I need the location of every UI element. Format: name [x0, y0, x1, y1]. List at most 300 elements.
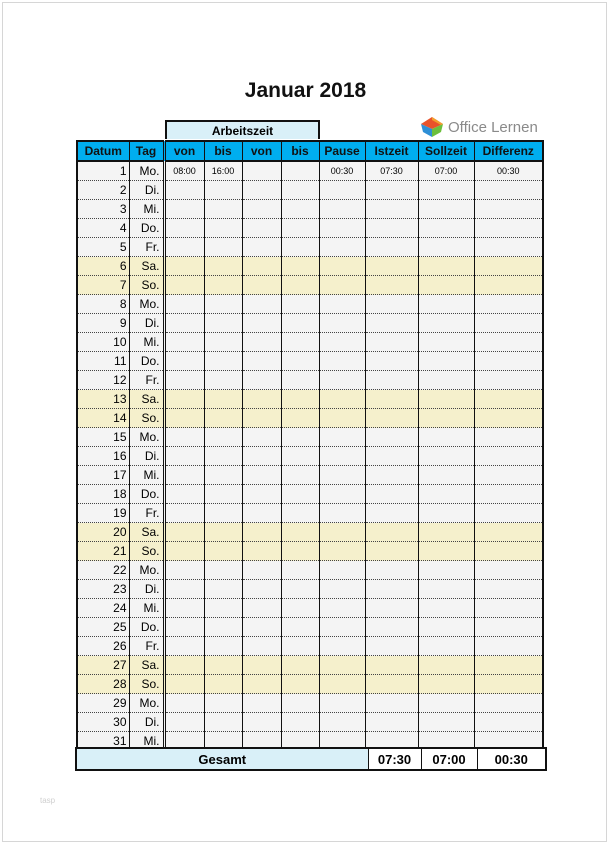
- von-2-cell[interactable]: [242, 295, 281, 314]
- bis-1-cell[interactable]: [204, 599, 242, 618]
- table-row: [77, 466, 543, 485]
- pause-cell[interactable]: [319, 599, 365, 618]
- sollzeit-cell[interactable]: [418, 257, 474, 276]
- header-row: [77, 141, 543, 161]
- tag-cell: Di.: [129, 447, 164, 466]
- bis-2-cell[interactable]: [281, 219, 319, 238]
- bis-1-cell[interactable]: [204, 314, 242, 333]
- bis-1-cell[interactable]: [204, 352, 242, 371]
- datum-cell: 12: [77, 371, 129, 390]
- total-row-table: [75, 747, 547, 771]
- istzeit-cell[interactable]: [365, 618, 418, 637]
- pause-cell[interactable]: [319, 656, 365, 675]
- bis-1-cell[interactable]: [204, 656, 242, 675]
- datum-cell: 22: [77, 561, 129, 580]
- tag-cell: Mo.: [129, 694, 164, 713]
- bis-1-cell[interactable]: [204, 333, 242, 352]
- von-2-cell[interactable]: [242, 181, 281, 200]
- von-2-cell[interactable]: [242, 485, 281, 504]
- pause-cell[interactable]: [319, 694, 365, 713]
- differenz-cell[interactable]: [474, 713, 543, 732]
- bis-2-cell[interactable]: [281, 561, 319, 580]
- tag-cell: Di.: [129, 580, 164, 599]
- differenz-cell[interactable]: [474, 542, 543, 561]
- bis-2-cell[interactable]: [281, 485, 319, 504]
- istzeit-cell[interactable]: [365, 371, 418, 390]
- von-2-cell[interactable]: [242, 219, 281, 238]
- sollzeit-cell[interactable]: [418, 599, 474, 618]
- table-row: [77, 542, 543, 561]
- von-1-cell[interactable]: [164, 580, 204, 599]
- von-2-cell[interactable]: [242, 637, 281, 656]
- table-row: [77, 580, 543, 599]
- datum-cell: 14: [77, 409, 129, 428]
- bis-1-cell[interactable]: [204, 637, 242, 656]
- sollzeit-cell[interactable]: [418, 561, 474, 580]
- sollzeit-cell[interactable]: [418, 485, 474, 504]
- bis-1-cell[interactable]: [204, 561, 242, 580]
- pause-cell[interactable]: [319, 485, 365, 504]
- datum-cell: 28: [77, 675, 129, 694]
- pause-cell[interactable]: [319, 504, 365, 523]
- von-2-cell[interactable]: [242, 599, 281, 618]
- datum-cell: 19: [77, 504, 129, 523]
- pause-cell[interactable]: 00:30: [319, 161, 365, 181]
- pause-cell[interactable]: [319, 219, 365, 238]
- sollzeit-cell[interactable]: [418, 295, 474, 314]
- von-1-cell[interactable]: [164, 466, 204, 485]
- bis-2-cell[interactable]: [281, 542, 319, 561]
- bis-2-cell[interactable]: [281, 504, 319, 523]
- istzeit-cell[interactable]: [365, 713, 418, 732]
- table-row: [77, 219, 543, 238]
- datum-cell: 27: [77, 656, 129, 675]
- differenz-cell[interactable]: [474, 295, 543, 314]
- von-1-cell[interactable]: [164, 314, 204, 333]
- table-row: [77, 675, 543, 694]
- von-1-cell[interactable]: [164, 181, 204, 200]
- table-row: [77, 599, 543, 618]
- table-row: [77, 561, 543, 580]
- sollzeit-cell[interactable]: [418, 409, 474, 428]
- total-row: [76, 748, 546, 770]
- von-1-cell[interactable]: [164, 618, 204, 637]
- tag-cell: Do.: [129, 219, 164, 238]
- bis-2-cell[interactable]: [281, 580, 319, 599]
- istzeit-cell[interactable]: [365, 523, 418, 542]
- bis-2-cell[interactable]: [281, 618, 319, 637]
- sollzeit-cell[interactable]: [418, 504, 474, 523]
- von-2-cell[interactable]: [242, 371, 281, 390]
- bis-2-cell[interactable]: [281, 371, 319, 390]
- differenz-cell[interactable]: [474, 694, 543, 713]
- datum-cell: 29: [77, 694, 129, 713]
- pause-cell[interactable]: [319, 181, 365, 200]
- bis-2-cell[interactable]: [281, 200, 319, 219]
- sollzeit-cell[interactable]: [418, 428, 474, 447]
- header-tag: Tag: [129, 141, 164, 161]
- von-2-cell[interactable]: [242, 466, 281, 485]
- von-2-cell[interactable]: [242, 694, 281, 713]
- von-1-cell[interactable]: [164, 352, 204, 371]
- sollzeit-cell[interactable]: [418, 713, 474, 732]
- von-1-cell[interactable]: [164, 295, 204, 314]
- sollzeit-cell[interactable]: [418, 352, 474, 371]
- von-1-cell[interactable]: [164, 238, 204, 257]
- header-von-2: von: [242, 141, 281, 161]
- von-2-cell[interactable]: [242, 333, 281, 352]
- differenz-cell[interactable]: [474, 485, 543, 504]
- von-1-cell[interactable]: [164, 276, 204, 295]
- datum-cell: 11: [77, 352, 129, 371]
- total-istzeit[interactable]: 07:30: [368, 748, 421, 770]
- pause-cell[interactable]: [319, 580, 365, 599]
- tag-cell: Sa.: [129, 656, 164, 675]
- sollzeit-cell[interactable]: [418, 542, 474, 561]
- differenz-cell[interactable]: [474, 637, 543, 656]
- bis-2-cell[interactable]: [281, 428, 319, 447]
- bis-1-cell[interactable]: [204, 485, 242, 504]
- header-differenz: Differenz: [474, 141, 543, 161]
- sollzeit-cell[interactable]: [418, 371, 474, 390]
- differenz-cell[interactable]: [474, 314, 543, 333]
- istzeit-cell[interactable]: [365, 428, 418, 447]
- pause-cell[interactable]: [319, 257, 365, 276]
- von-2-cell[interactable]: [242, 542, 281, 561]
- istzeit-cell[interactable]: [365, 390, 418, 409]
- sollzeit-cell[interactable]: [418, 200, 474, 219]
- von-1-cell[interactable]: [164, 523, 204, 542]
- pause-cell[interactable]: [319, 447, 365, 466]
- logo-text: Office Lernen: [448, 118, 538, 136]
- bis-1-cell[interactable]: [204, 542, 242, 561]
- differenz-cell[interactable]: [474, 580, 543, 599]
- pause-cell[interactable]: [319, 428, 365, 447]
- tag-cell: Sa.: [129, 523, 164, 542]
- istzeit-cell[interactable]: [365, 314, 418, 333]
- sollzeit-cell[interactable]: [418, 675, 474, 694]
- pause-cell[interactable]: [319, 200, 365, 219]
- von-1-cell[interactable]: [164, 599, 204, 618]
- bis-2-cell[interactable]: [281, 276, 319, 295]
- bis-1-cell[interactable]: [204, 580, 242, 599]
- von-1-cell[interactable]: [164, 257, 204, 276]
- bis-1-cell[interactable]: [204, 409, 242, 428]
- von-2-cell[interactable]: [242, 523, 281, 542]
- bis-1-cell[interactable]: [204, 238, 242, 257]
- datum-cell: 15: [77, 428, 129, 447]
- von-1-cell[interactable]: [164, 447, 204, 466]
- von-2-cell[interactable]: [242, 618, 281, 637]
- pause-cell[interactable]: [319, 542, 365, 561]
- house-icon: [420, 116, 444, 138]
- differenz-cell[interactable]: 00:30: [474, 161, 543, 181]
- istzeit-cell[interactable]: [365, 295, 418, 314]
- bis-2-cell[interactable]: [281, 713, 319, 732]
- table-row: [77, 713, 543, 732]
- differenz-cell[interactable]: [474, 447, 543, 466]
- bis-2-cell[interactable]: [281, 599, 319, 618]
- bis-2-cell[interactable]: [281, 523, 319, 542]
- bis-1-cell[interactable]: [204, 371, 242, 390]
- sollzeit-cell[interactable]: [418, 276, 474, 295]
- sollzeit-cell[interactable]: [418, 447, 474, 466]
- datum-cell: 8: [77, 295, 129, 314]
- istzeit-cell[interactable]: [365, 276, 418, 295]
- von-2-cell[interactable]: [242, 276, 281, 295]
- istzeit-cell[interactable]: [365, 656, 418, 675]
- differenz-cell[interactable]: [474, 276, 543, 295]
- sollzeit-cell[interactable]: [418, 219, 474, 238]
- von-1-cell[interactable]: [164, 390, 204, 409]
- bis-1-cell[interactable]: [204, 200, 242, 219]
- istzeit-cell[interactable]: [365, 333, 418, 352]
- table-row: [77, 238, 543, 257]
- table-row: [77, 694, 543, 713]
- bis-2-cell[interactable]: [281, 409, 319, 428]
- differenz-cell[interactable]: [474, 466, 543, 485]
- tag-cell: So.: [129, 409, 164, 428]
- istzeit-cell[interactable]: [365, 542, 418, 561]
- table-row: [77, 314, 543, 333]
- differenz-cell[interactable]: [474, 561, 543, 580]
- istzeit-cell[interactable]: [365, 257, 418, 276]
- bis-2-cell[interactable]: [281, 675, 319, 694]
- von-2-cell[interactable]: [242, 428, 281, 447]
- pause-cell[interactable]: [319, 466, 365, 485]
- von-1-cell[interactable]: [164, 656, 204, 675]
- bis-1-cell[interactable]: [204, 428, 242, 447]
- sollzeit-cell[interactable]: [418, 580, 474, 599]
- pause-cell[interactable]: [319, 523, 365, 542]
- istzeit-cell[interactable]: [365, 409, 418, 428]
- von-2-cell[interactable]: [242, 656, 281, 675]
- differenz-cell[interactable]: [474, 656, 543, 675]
- office-lernen-logo: [420, 116, 538, 138]
- von-1-cell[interactable]: [164, 713, 204, 732]
- sollzeit-cell[interactable]: [418, 694, 474, 713]
- von-1-cell[interactable]: [164, 371, 204, 390]
- differenz-cell[interactable]: [474, 504, 543, 523]
- bis-1-cell[interactable]: [204, 447, 242, 466]
- sollzeit-cell[interactable]: [418, 637, 474, 656]
- datum-cell: 18: [77, 485, 129, 504]
- von-2-cell[interactable]: [242, 409, 281, 428]
- istzeit-cell[interactable]: [365, 219, 418, 238]
- istzeit-cell[interactable]: 07:30: [365, 161, 418, 181]
- istzeit-cell[interactable]: [365, 447, 418, 466]
- bis-2-cell[interactable]: [281, 238, 319, 257]
- pause-cell[interactable]: [319, 675, 365, 694]
- bis-1-cell[interactable]: [204, 504, 242, 523]
- bis-2-cell[interactable]: [281, 694, 319, 713]
- bis-1-cell[interactable]: [204, 713, 242, 732]
- pause-cell[interactable]: [319, 238, 365, 257]
- bis-2-cell[interactable]: [281, 466, 319, 485]
- bis-1-cell[interactable]: [204, 466, 242, 485]
- von-1-cell[interactable]: 08:00: [164, 161, 204, 181]
- pause-cell[interactable]: [319, 390, 365, 409]
- von-1-cell[interactable]: [164, 428, 204, 447]
- von-1-cell[interactable]: [164, 219, 204, 238]
- sollzeit-cell[interactable]: [418, 181, 474, 200]
- sollzeit-cell[interactable]: [418, 390, 474, 409]
- pause-cell[interactable]: [319, 618, 365, 637]
- sollzeit-cell[interactable]: [418, 238, 474, 257]
- pause-cell[interactable]: [319, 295, 365, 314]
- differenz-cell[interactable]: [474, 333, 543, 352]
- istzeit-cell[interactable]: [365, 485, 418, 504]
- datum-cell: 21: [77, 542, 129, 561]
- table-row: [77, 181, 543, 200]
- istzeit-cell[interactable]: [365, 580, 418, 599]
- differenz-cell[interactable]: [474, 219, 543, 238]
- differenz-cell[interactable]: [474, 352, 543, 371]
- pause-cell[interactable]: [319, 276, 365, 295]
- bis-1-cell[interactable]: 16:00: [204, 161, 242, 181]
- von-2-cell[interactable]: [242, 504, 281, 523]
- bis-2-cell[interactable]: [281, 447, 319, 466]
- bis-2-cell[interactable]: [281, 637, 319, 656]
- table-row: [77, 371, 543, 390]
- istzeit-cell[interactable]: [365, 694, 418, 713]
- pause-cell[interactable]: [319, 561, 365, 580]
- table-row: [77, 295, 543, 314]
- von-2-cell[interactable]: [242, 352, 281, 371]
- differenz-cell[interactable]: [474, 618, 543, 637]
- table-row: [77, 333, 543, 352]
- bis-1-cell[interactable]: [204, 276, 242, 295]
- bis-2-cell[interactable]: [281, 390, 319, 409]
- tag-cell: Sa.: [129, 257, 164, 276]
- sollzeit-cell[interactable]: [418, 314, 474, 333]
- von-1-cell[interactable]: [164, 694, 204, 713]
- differenz-cell[interactable]: [474, 599, 543, 618]
- table-row: [77, 390, 543, 409]
- istzeit-cell[interactable]: [365, 181, 418, 200]
- istzeit-cell[interactable]: [365, 561, 418, 580]
- von-1-cell[interactable]: [164, 637, 204, 656]
- table-row: [77, 161, 543, 181]
- bis-2-cell[interactable]: [281, 161, 319, 181]
- istzeit-cell[interactable]: [365, 675, 418, 694]
- von-1-cell[interactable]: [164, 504, 204, 523]
- differenz-cell[interactable]: [474, 238, 543, 257]
- von-2-cell[interactable]: [242, 580, 281, 599]
- bis-1-cell[interactable]: [204, 675, 242, 694]
- differenz-cell[interactable]: [474, 523, 543, 542]
- datum-cell: 17: [77, 466, 129, 485]
- bis-1-cell[interactable]: [204, 523, 242, 542]
- von-1-cell[interactable]: [164, 409, 204, 428]
- sollzeit-cell[interactable]: 07:00: [418, 161, 474, 181]
- differenz-cell[interactable]: [474, 409, 543, 428]
- istzeit-cell[interactable]: [365, 599, 418, 618]
- datum-cell: 26: [77, 637, 129, 656]
- bis-2-cell[interactable]: [281, 352, 319, 371]
- istzeit-cell[interactable]: [365, 466, 418, 485]
- von-1-cell[interactable]: [164, 675, 204, 694]
- istzeit-cell[interactable]: [365, 504, 418, 523]
- bis-2-cell[interactable]: [281, 257, 319, 276]
- von-2-cell[interactable]: [242, 390, 281, 409]
- von-2-cell[interactable]: [242, 713, 281, 732]
- von-2-cell[interactable]: [242, 200, 281, 219]
- pause-cell[interactable]: [319, 409, 365, 428]
- von-2-cell[interactable]: [242, 257, 281, 276]
- tag-cell: Fr.: [129, 637, 164, 656]
- istzeit-cell[interactable]: [365, 637, 418, 656]
- bis-1-cell[interactable]: [204, 181, 242, 200]
- bis-1-cell[interactable]: [204, 618, 242, 637]
- tag-cell: Di.: [129, 713, 164, 732]
- bis-2-cell[interactable]: [281, 333, 319, 352]
- differenz-cell[interactable]: [474, 675, 543, 694]
- bis-1-cell[interactable]: [204, 257, 242, 276]
- von-2-cell[interactable]: [242, 238, 281, 257]
- header-bis-1: bis: [204, 141, 242, 161]
- tag-cell: So.: [129, 276, 164, 295]
- bis-1-cell[interactable]: [204, 694, 242, 713]
- bis-2-cell[interactable]: [281, 314, 319, 333]
- von-2-cell[interactable]: [242, 675, 281, 694]
- von-2-cell[interactable]: [242, 161, 281, 181]
- bis-2-cell[interactable]: [281, 181, 319, 200]
- istzeit-cell[interactable]: [365, 238, 418, 257]
- bis-1-cell[interactable]: [204, 295, 242, 314]
- differenz-cell[interactable]: [474, 181, 543, 200]
- bis-2-cell[interactable]: [281, 656, 319, 675]
- tag-cell: Mi.: [129, 333, 164, 352]
- pause-cell[interactable]: [319, 333, 365, 352]
- istzeit-cell[interactable]: [365, 200, 418, 219]
- total-differenz[interactable]: 00:30: [477, 748, 546, 770]
- pause-cell[interactable]: [319, 314, 365, 333]
- sollzeit-cell[interactable]: [418, 523, 474, 542]
- sollzeit-cell[interactable]: [418, 466, 474, 485]
- datum-cell: 3: [77, 200, 129, 219]
- sollzeit-cell[interactable]: [418, 656, 474, 675]
- sollzeit-cell[interactable]: [418, 333, 474, 352]
- datum-cell: 2: [77, 181, 129, 200]
- bis-1-cell[interactable]: [204, 390, 242, 409]
- von-2-cell[interactable]: [242, 561, 281, 580]
- von-1-cell[interactable]: [164, 561, 204, 580]
- differenz-cell[interactable]: [474, 428, 543, 447]
- von-2-cell[interactable]: [242, 447, 281, 466]
- pause-cell[interactable]: [319, 637, 365, 656]
- pause-cell[interactable]: [319, 713, 365, 732]
- bis-1-cell[interactable]: [204, 219, 242, 238]
- von-1-cell[interactable]: [164, 333, 204, 352]
- von-1-cell[interactable]: [164, 485, 204, 504]
- differenz-cell[interactable]: [474, 257, 543, 276]
- von-2-cell[interactable]: [242, 314, 281, 333]
- sollzeit-cell[interactable]: [418, 618, 474, 637]
- differenz-cell[interactable]: [474, 390, 543, 409]
- bis-2-cell[interactable]: [281, 295, 319, 314]
- von-1-cell[interactable]: [164, 200, 204, 219]
- differenz-cell[interactable]: [474, 371, 543, 390]
- von-1-cell[interactable]: [164, 542, 204, 561]
- pause-cell[interactable]: [319, 371, 365, 390]
- pause-cell[interactable]: [319, 352, 365, 371]
- tag-cell: Mi.: [129, 466, 164, 485]
- istzeit-cell[interactable]: [365, 352, 418, 371]
- differenz-cell[interactable]: [474, 200, 543, 219]
- total-sollzeit[interactable]: 07:00: [421, 748, 477, 770]
- tag-cell: Mi.: [129, 732, 164, 752]
